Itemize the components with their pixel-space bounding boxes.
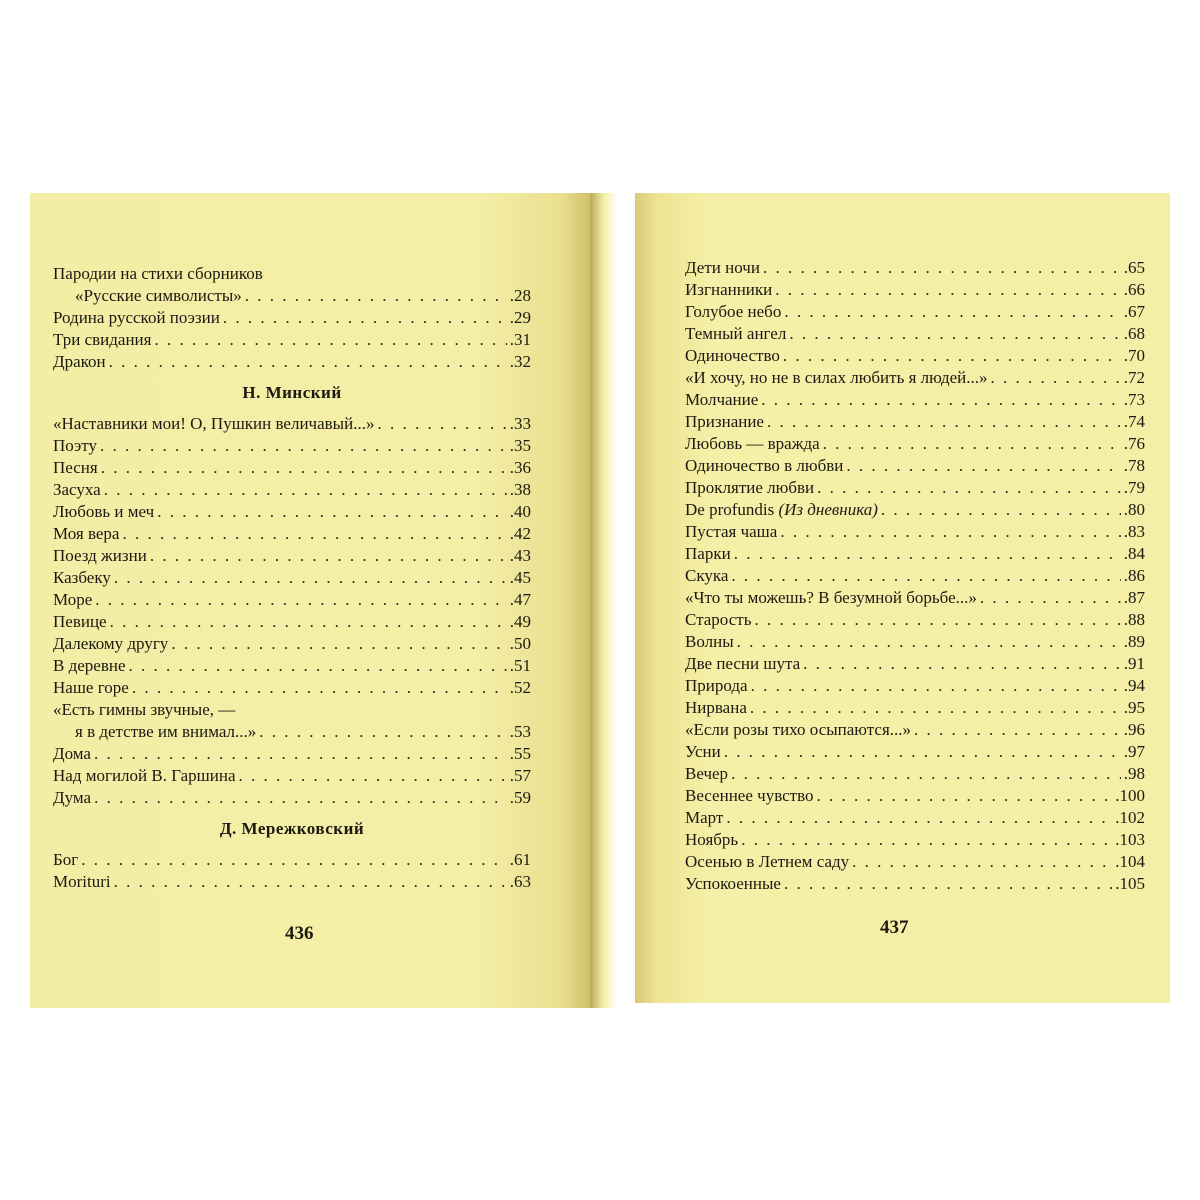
toc-entry xyxy=(53,413,531,435)
toc-entry-page: .59 xyxy=(509,788,531,807)
toc-entry-page: .38 xyxy=(509,480,531,499)
toc-entry-title: Дома xyxy=(53,744,91,763)
dot-leader xyxy=(852,851,1112,873)
toc-entry-title: Поэту xyxy=(53,436,97,455)
toc-entry-title: «Наставники мои! О, Пушкин величавый...» xyxy=(53,414,375,433)
toc-entry xyxy=(53,849,531,871)
toc-entry-title: Море xyxy=(53,590,93,609)
toc-entry xyxy=(685,719,1145,741)
dot-leader xyxy=(784,873,1112,895)
toc-entry-title: Парки xyxy=(685,544,731,563)
toc-entry-title: Над могилой В. Гаршина xyxy=(53,766,236,785)
toc-entry-page: .32 xyxy=(509,352,531,371)
toc-entry xyxy=(53,589,531,611)
toc-entry-title: Вечер xyxy=(685,764,729,783)
dot-leader xyxy=(94,743,507,765)
dot-leader xyxy=(171,633,506,655)
dot-leader xyxy=(731,763,1121,785)
toc-entry xyxy=(685,367,1145,389)
toc-entry-title: В деревне xyxy=(53,656,126,675)
dot-leader xyxy=(914,719,1121,741)
toc-entry-title: Темный ангел xyxy=(685,324,787,343)
toc-entry-title: Дети ночи xyxy=(685,258,760,277)
toc-entry-page: .45 xyxy=(509,568,531,587)
toc-entry-page: .63 xyxy=(509,872,531,891)
toc-entry-title: Наше горе xyxy=(53,678,129,697)
toc-entry-title: Пустая чаша xyxy=(685,522,778,541)
dot-leader xyxy=(223,307,507,329)
toc-entry xyxy=(685,741,1145,763)
dot-leader xyxy=(101,457,507,479)
toc-entry-title: Одиночество xyxy=(685,346,780,365)
toc-entry-title: Любовь — вражда xyxy=(685,434,820,453)
toc-entry-page: .35 xyxy=(509,436,531,455)
toc-entry xyxy=(685,873,1145,895)
toc-entry-page: .83 xyxy=(1123,522,1145,541)
toc-entry-page: .104 xyxy=(1115,852,1145,871)
toc-entry xyxy=(53,633,531,655)
toc-entry-title: Март xyxy=(685,808,724,827)
toc-entry-title: Поезд жизни xyxy=(53,546,147,565)
toc-entry xyxy=(53,351,531,373)
toc-entry xyxy=(53,765,531,787)
dot-leader xyxy=(754,609,1120,631)
toc-entry xyxy=(685,257,1145,279)
toc-entry xyxy=(685,785,1145,807)
toc-entry-title: я в детстве им внимал...» xyxy=(75,722,257,741)
toc-entry xyxy=(685,829,1145,851)
right-page xyxy=(635,193,1170,1003)
toc-entry-title: Певице xyxy=(53,612,107,631)
dot-leader xyxy=(129,655,507,677)
dot-leader xyxy=(94,787,507,809)
dot-leader xyxy=(154,329,506,351)
left-toc xyxy=(53,263,531,893)
dot-leader xyxy=(734,543,1121,565)
toc-entry xyxy=(685,499,1145,521)
dot-leader xyxy=(780,521,1120,543)
toc-entry xyxy=(685,477,1145,499)
toc-entry-page: .100 xyxy=(1115,786,1145,805)
toc-entry-title: Успокоенные xyxy=(685,874,781,893)
dot-leader xyxy=(803,653,1121,675)
toc-entry xyxy=(685,411,1145,433)
toc-entry-title: Три свидания xyxy=(53,330,152,349)
dot-leader xyxy=(767,411,1121,433)
dot-leader xyxy=(377,413,506,435)
toc-entry xyxy=(53,567,531,589)
toc-entry-title: Голубое небо xyxy=(685,302,782,321)
toc-entry-title: Дума xyxy=(53,788,92,807)
toc-entry-title: Усни xyxy=(685,742,721,761)
merezhkovsky-entries xyxy=(53,849,531,893)
toc-entry-title: Далекому другу xyxy=(53,634,169,653)
toc-entry-page: .86 xyxy=(1123,566,1145,585)
section-heading-minsky: Н. Минский xyxy=(242,383,342,402)
toc-entry xyxy=(685,433,1145,455)
dot-leader xyxy=(259,721,506,743)
dot-leader xyxy=(110,611,507,633)
dot-leader xyxy=(95,589,507,611)
right-entries xyxy=(685,257,1145,895)
dot-leader xyxy=(763,257,1121,279)
toc-entry-title: «Что ты можешь? В безумной борьбе...» xyxy=(685,588,977,607)
toc-entry-page: .89 xyxy=(1123,632,1145,651)
dot-leader xyxy=(109,351,507,373)
toc-entry-title: Скука xyxy=(685,566,729,585)
toc-entry-title: Проклятие любви xyxy=(685,478,815,497)
toc-entry-page: .76 xyxy=(1123,434,1145,453)
toc-entry-page: .36 xyxy=(509,458,531,477)
toc-entry-page: .47 xyxy=(509,590,531,609)
toc-entry-page: .96 xyxy=(1123,720,1145,739)
toc-entry xyxy=(53,743,531,765)
toc-entry-title: De profundis (Из дневника) xyxy=(685,500,878,519)
toc-entry-title: Признание xyxy=(685,412,764,431)
toc-entry xyxy=(685,323,1145,345)
right-toc xyxy=(685,257,1145,895)
toc-entry-page: .84 xyxy=(1123,544,1145,563)
toc-entry xyxy=(53,871,531,893)
toc-entry-page: .91 xyxy=(1123,654,1145,673)
dot-leader xyxy=(817,785,1113,807)
left-page xyxy=(30,193,590,1008)
toc-entry-page: .73 xyxy=(1123,390,1145,409)
toc-entry xyxy=(685,807,1145,829)
toc-entry xyxy=(685,587,1145,609)
toc-entry xyxy=(685,609,1145,631)
dot-leader xyxy=(150,545,507,567)
toc-entry-page: .28 xyxy=(509,286,531,305)
toc-entry-title: «Русские символисты» xyxy=(75,286,242,305)
toc-entry-page: .49 xyxy=(509,612,531,631)
toc-entry-title: Моя вера xyxy=(53,524,120,543)
page-number-left: 436 xyxy=(285,923,314,944)
toc-entry-page: .79 xyxy=(1123,478,1145,497)
dot-leader xyxy=(761,389,1120,411)
toc-entry xyxy=(53,787,531,809)
minsky-entries xyxy=(53,413,531,809)
dot-leader xyxy=(245,285,507,307)
dot-leader xyxy=(114,871,507,893)
toc-entry xyxy=(53,479,531,501)
toc-entry xyxy=(53,329,531,351)
toc-entry-page: .31 xyxy=(509,330,531,349)
dot-leader xyxy=(741,829,1112,851)
toc-entry-page: .57 xyxy=(509,766,531,785)
toc-entry-page: .67 xyxy=(1123,302,1145,321)
toc-entry-page: .102 xyxy=(1115,808,1145,827)
dot-leader xyxy=(750,697,1121,719)
toc-entry xyxy=(685,653,1145,675)
dot-leader xyxy=(823,433,1121,455)
dot-leader xyxy=(784,301,1120,323)
toc-entry xyxy=(685,631,1145,653)
toc-entry-title: Одиночество в любви xyxy=(685,456,844,475)
toc-entry-title: Осенью в Летнем саду xyxy=(685,852,850,871)
toc-entry-page: .70 xyxy=(1123,346,1145,365)
dot-leader xyxy=(726,807,1112,829)
toc-entry xyxy=(685,389,1145,411)
toc-entry-title: «И хочу, но не в силах любить я людей...» xyxy=(685,368,988,387)
toc-entry-page: .50 xyxy=(509,634,531,653)
toc-entry-title: Весеннее чувство xyxy=(685,786,814,805)
toc-entry xyxy=(685,279,1145,301)
left-intro-entries xyxy=(53,263,531,373)
toc-entry-page: .78 xyxy=(1123,456,1145,475)
toc-entry-title: Любовь и меч xyxy=(53,502,155,521)
dot-leader xyxy=(783,345,1121,367)
toc-entry-title: Волны xyxy=(685,632,734,651)
toc-entry-title: Пародии на стихи сборников xyxy=(53,264,263,283)
dot-leader xyxy=(991,367,1121,389)
toc-entry-page: .68 xyxy=(1123,324,1145,343)
dot-leader xyxy=(114,567,507,589)
toc-entry-page: .88 xyxy=(1123,610,1145,629)
dot-leader xyxy=(157,501,507,523)
dot-leader xyxy=(980,587,1121,609)
toc-entry-page: .105 xyxy=(1115,874,1145,893)
toc-entry-title: Старость xyxy=(685,610,752,629)
toc-entry xyxy=(53,435,531,457)
toc-entry-title: Нирвана xyxy=(685,698,747,717)
toc-entry xyxy=(685,675,1145,697)
toc-entry-page: .94 xyxy=(1123,676,1145,695)
toc-entry xyxy=(685,763,1145,785)
toc-entry xyxy=(685,301,1145,323)
toc-entry xyxy=(53,457,531,479)
dot-leader xyxy=(132,677,507,699)
toc-entry xyxy=(685,521,1145,543)
dot-leader xyxy=(239,765,507,787)
toc-entry-page: .61 xyxy=(509,850,531,869)
toc-entry xyxy=(53,677,531,699)
toc-entry xyxy=(685,543,1145,565)
toc-entry-page: .72 xyxy=(1123,368,1145,387)
toc-entry-title: Родина русской поэзии xyxy=(53,308,220,327)
toc-entry-title: Молчание xyxy=(685,390,759,409)
toc-entry-page: .65 xyxy=(1123,258,1145,277)
toc-entry-page: .29 xyxy=(509,308,531,327)
dot-leader xyxy=(789,323,1120,345)
toc-entry xyxy=(53,545,531,567)
toc-entry-page: .43 xyxy=(509,546,531,565)
toc-entry-title: Засуха xyxy=(53,480,101,499)
toc-entry-page: .66 xyxy=(1123,280,1145,299)
toc-entry-title: Ноябрь xyxy=(685,830,739,849)
toc-entry-title: Бог xyxy=(53,850,79,869)
toc-entry-subtitle: (Из дневника) xyxy=(778,500,878,519)
dot-leader xyxy=(881,499,1121,521)
toc-entry-title: Две песни шута xyxy=(685,654,801,673)
page-number-right: 437 xyxy=(880,917,909,938)
toc-entry xyxy=(53,655,531,677)
toc-entry-page: .40 xyxy=(509,502,531,521)
toc-entry-title: «Есть гимны звучные, — xyxy=(53,700,236,719)
toc-entry xyxy=(53,263,531,285)
dot-leader xyxy=(751,675,1121,697)
section-heading-merezhkovsky: Д. Мережковский xyxy=(219,819,365,838)
dot-leader xyxy=(724,741,1121,763)
toc-entry-title: Казбеку xyxy=(53,568,111,587)
dot-leader xyxy=(737,631,1121,653)
dot-leader xyxy=(775,279,1120,301)
toc-entry-page: .103 xyxy=(1115,830,1145,849)
dot-leader xyxy=(100,435,507,457)
toc-entry-title: «Если розы тихо осыпаются...» xyxy=(685,720,912,739)
toc-entry xyxy=(53,307,531,329)
toc-entry xyxy=(685,455,1145,477)
toc-entry xyxy=(685,697,1145,719)
toc-entry-page: .55 xyxy=(509,744,531,763)
toc-entry-title: Песня xyxy=(53,458,98,477)
toc-entry xyxy=(53,501,531,523)
dot-leader xyxy=(104,479,507,501)
toc-entry-page: .52 xyxy=(509,678,531,697)
open-book xyxy=(30,193,1170,1008)
toc-entry xyxy=(53,285,531,307)
toc-entry-page: .95 xyxy=(1123,698,1145,717)
dot-leader xyxy=(817,477,1121,499)
dot-leader xyxy=(846,455,1120,477)
toc-entry xyxy=(53,721,531,743)
toc-entry xyxy=(685,851,1145,873)
toc-entry-title: Дракон xyxy=(53,352,106,371)
toc-entry-title: Morituri xyxy=(53,872,111,891)
toc-entry-page: .33 xyxy=(509,414,531,433)
toc-entry-title: Изгнанники xyxy=(685,280,773,299)
dot-leader xyxy=(122,523,506,545)
toc-entry xyxy=(685,565,1145,587)
book-gutter xyxy=(590,193,635,1008)
toc-entry-page: .97 xyxy=(1123,742,1145,761)
toc-entry-page: .98 xyxy=(1123,764,1145,783)
toc-entry-page: .87 xyxy=(1123,588,1145,607)
toc-entry xyxy=(685,345,1145,367)
toc-entry-title: Природа xyxy=(685,676,748,695)
toc-entry xyxy=(53,611,531,633)
dot-leader xyxy=(81,849,507,871)
toc-entry-page: .80 xyxy=(1123,500,1145,519)
toc-entry-page: .42 xyxy=(509,524,531,543)
toc-entry-page: .74 xyxy=(1123,412,1145,431)
dot-leader xyxy=(731,565,1120,587)
toc-entry xyxy=(53,699,531,721)
toc-entry xyxy=(53,523,531,545)
toc-entry-page: .53 xyxy=(509,722,531,741)
toc-entry-page: .51 xyxy=(509,656,531,675)
